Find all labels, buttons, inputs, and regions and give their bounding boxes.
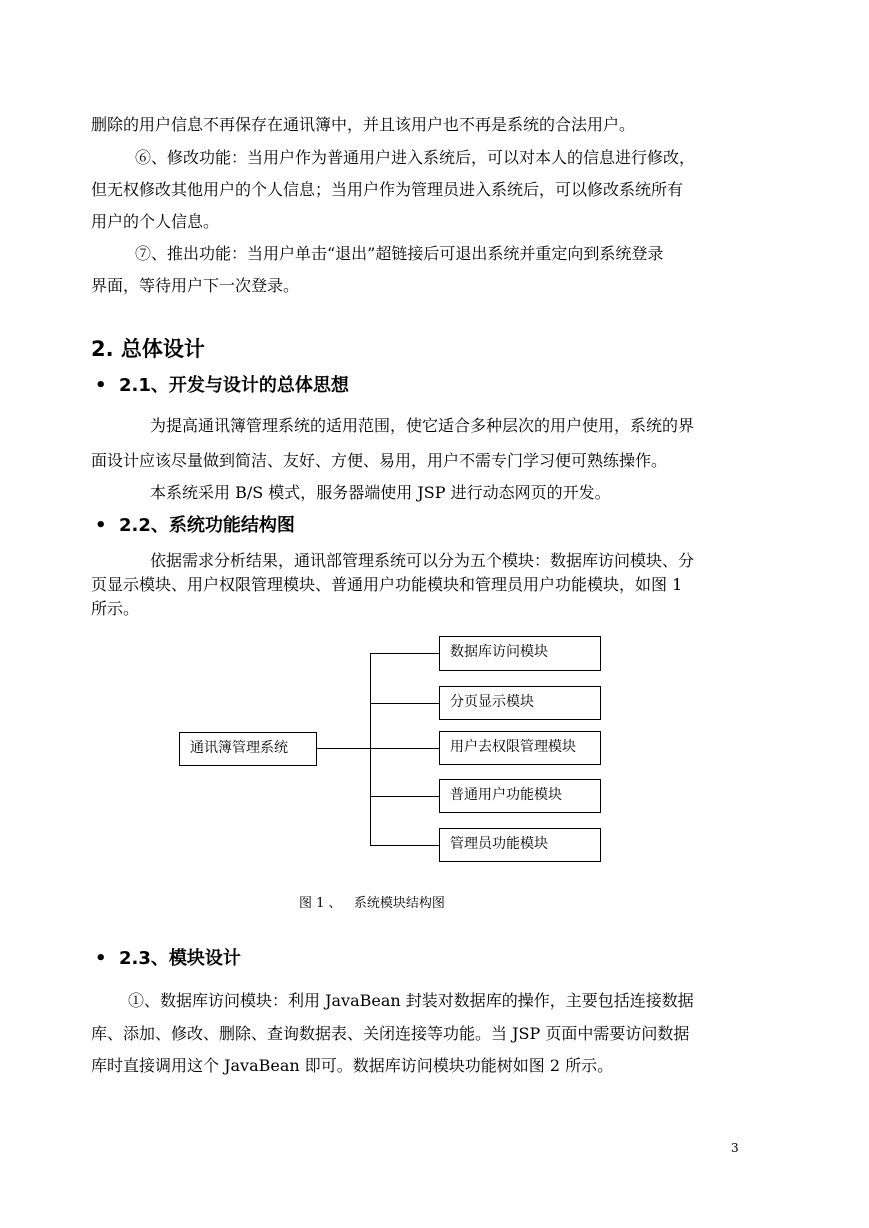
child-node: 管理员功能模块	[439, 828, 601, 862]
paragraph-line: 面设计应该尽量做到简洁、友好、方便、易用，用户不需专门学习便可熟练操作。	[91, 451, 668, 470]
connector-line	[317, 748, 371, 749]
subsection-heading	[95, 514, 295, 538]
root-node: 通讯簿管理系统	[179, 732, 317, 766]
connector-line	[370, 653, 439, 654]
paragraph-line: ⑦、推出功能：当用户单击“退出”超链接后可退出系统并重定向到系统登录	[135, 244, 664, 263]
subsection-title: 2.1、开发与设计的总体思想	[119, 375, 349, 396]
paragraph-line: 界面，等待用户下一次登录。	[91, 276, 300, 295]
paragraph-line: 本系统采用 B/S 模式，服务器端使用 JSP 进行动态网页的开发。	[150, 483, 611, 502]
paragraph-line: 用户的个人信息。	[91, 212, 220, 231]
subsection-title: 2.2、系统功能结构图	[119, 515, 295, 536]
child-node: 分页显示模块	[439, 686, 601, 720]
paragraph-line: 库时直接调用这个 JavaBean 即可。数据库访问模块功能树如图 2 所示。	[91, 1056, 614, 1075]
subsection-heading	[95, 947, 241, 971]
paragraph-line: 但无权修改其他用户的个人信息；当用户作为管理员进入系统后，可以修改系统所有	[91, 180, 684, 199]
child-node: 普通用户功能模块	[439, 779, 601, 813]
paragraph-line: ⑥、修改功能：当用户作为普通用户进入系统后，可以对本人的信息进行修改，	[135, 148, 696, 167]
child-node: 数据库访问模块	[439, 636, 601, 671]
bullet: •	[95, 948, 107, 969]
paragraph-line: ①、数据库访问模块：利用 JavaBean 封装对数据库的操作，主要包括连接数据	[128, 991, 694, 1010]
paragraph-line: 库、添加、修改、删除、查询数据表、关闭连接等功能。当 JSP 页面中需要访问数据	[91, 1024, 690, 1043]
connector-line	[370, 796, 439, 797]
paragraph-line: 所示。	[91, 599, 140, 618]
figure-caption: 图 1 、 系统模块结构图	[299, 896, 445, 911]
connector-line	[370, 653, 371, 846]
paragraph-line: 为提高通讯簿管理系统的适用范围，使它适合多种层次的用户使用，系统的界	[150, 416, 695, 435]
bullet: •	[95, 375, 107, 396]
paragraph-line: 依据需求分析结果，通讯部管理系统可以分为五个模块：数据库访问模块、分	[150, 551, 695, 570]
bullet: •	[95, 515, 107, 536]
paragraph-line: 页显示模块、用户权限管理模块、普通用户功能模块和管理员用户功能模块，如图 1	[91, 575, 683, 594]
subsection-title: 2.3、模块设计	[119, 948, 241, 969]
connector-line	[370, 703, 439, 704]
connector-line	[370, 845, 439, 846]
connector-line	[370, 748, 439, 749]
section-title: 2. 总体设计	[91, 337, 205, 361]
child-node: 用户去权限管理模块	[439, 731, 601, 765]
paragraph-line: 删除的用户信息不再保存在通讯簿中，并且该用户也不再是系统的合法用户。	[91, 115, 636, 134]
subsection-heading	[95, 374, 349, 398]
page-number: 3	[731, 1141, 739, 1155]
